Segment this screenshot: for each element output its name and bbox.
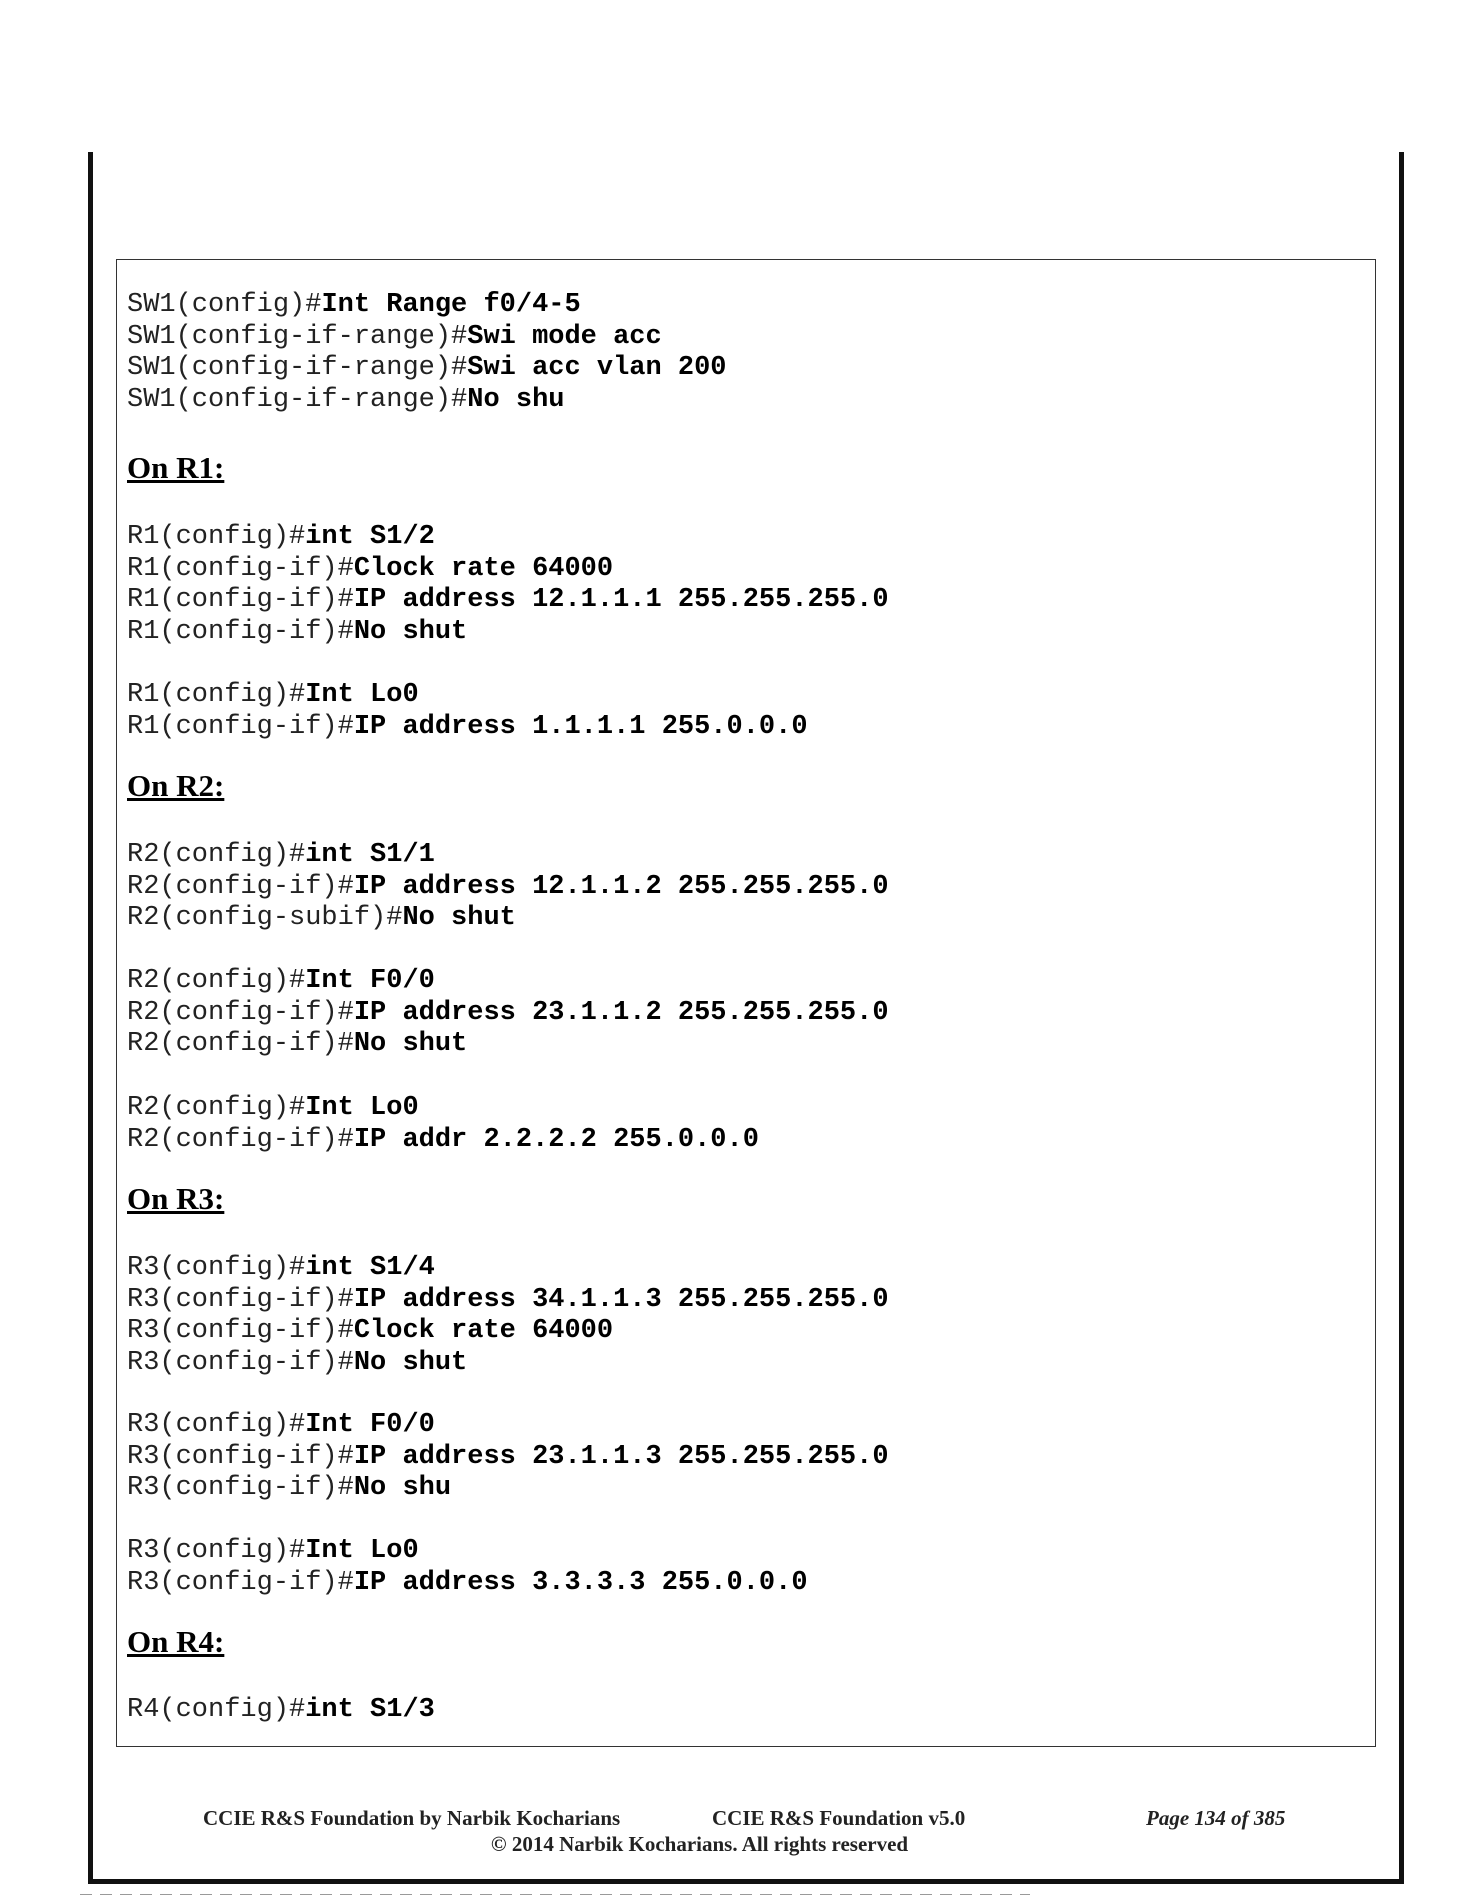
r3-loopback-block [127,1536,808,1599]
config-line: SW1(config-if-range)#Swi mode acc [127,321,662,352]
config-line: R1(config)#int S1/2 [127,522,435,552]
section-heading-r2: On R2: [127,768,225,803]
r3-fastethernet-block [127,1410,889,1505]
config-line: R3(config)#Int Lo0 [127,1536,419,1566]
config-line: R2(config)#int S1/1 [127,840,435,870]
config-line: R3(config-if)#Clock rate 64000 [127,1316,614,1347]
r2-serial-block [127,840,889,935]
config-line: R2(config)#Int Lo0 [127,1093,419,1123]
config-line: R3(config-if)#IP address 23.1.1.3 255.255.255.0 [127,1441,889,1472]
footer-page-number: Page 134 of 385 [1146,1806,1286,1830]
config-line: R3(config-if)#IP address 3.3.3.3 255.0.0.0 [127,1567,808,1598]
footer-copyright-line [0,1832,1483,1857]
page-frame-right [1399,152,1404,1884]
config-line: R3(config)#int S1/4 [127,1253,435,1283]
config-line: R1(config-if)#No shut [127,616,468,647]
config-line: R2(config-if)#IP addr 2.2.2.2 255.0.0.0 [127,1124,759,1155]
config-line: R1(config-if)#Clock rate 64000 [127,553,614,584]
section-heading-r4: On R4: [127,1624,225,1659]
config-line: R2(config-if)#No shut [127,1029,468,1060]
config-line: R2(config-if)#IP address 12.1.1.2 255.255.255.0 [127,871,889,902]
r1-loopback-block [127,680,808,743]
page-frame-left [88,152,93,1884]
config-line: R2(config-if)#IP address 23.1.1.2 255.255.255.0 [127,997,889,1028]
config-line: R3(config)#Int F0/0 [127,1410,435,1440]
config-line: R4(config)#int S1/3 [127,1695,435,1725]
section-heading-r3: On R3: [127,1181,225,1216]
footer-book-title: CCIE R&S Foundation by Narbik Kocharians [203,1806,621,1830]
config-line: R1(config-if)#IP address 1.1.1.1 255.0.0.0 [127,711,808,742]
config-line: R1(config-if)#IP address 12.1.1.1 255.255.255.0 [127,585,889,616]
sw1-config-block [127,290,727,416]
config-line: R3(config-if)#No shut [127,1347,468,1378]
config-line: SW1(config)#Int Range f0/4-5 [127,290,581,320]
scan-artifact [80,1894,1030,1895]
r3-serial-block [127,1253,889,1379]
config-line: SW1(config-if-range)#No shu [127,384,565,415]
r1-config-block [127,522,889,648]
config-line: SW1(config-if-range)#Swi acc vlan 200 [127,353,727,384]
footer-version: CCIE R&S Foundation v5.0 [712,1806,966,1830]
config-line: R1(config)#Int Lo0 [127,680,419,710]
config-line: R3(config-if)#IP address 34.1.1.3 255.255.255.0 [127,1284,889,1315]
config-box [116,259,1376,1747]
config-line: R2(config-subif)#No shut [127,903,516,934]
r4-serial-block [127,1695,435,1727]
footer-copyright: © 2014 Narbik Kocharians. All rights reserved [490,1832,909,1856]
r2-loopback-block [127,1093,759,1156]
page-frame-bottom [88,1879,1404,1884]
config-line: R3(config-if)#No shu [127,1473,452,1504]
config-line: R2(config)#Int F0/0 [127,966,435,996]
section-heading-r1: On R1: [127,450,225,485]
r2-fastethernet-block [127,966,889,1061]
